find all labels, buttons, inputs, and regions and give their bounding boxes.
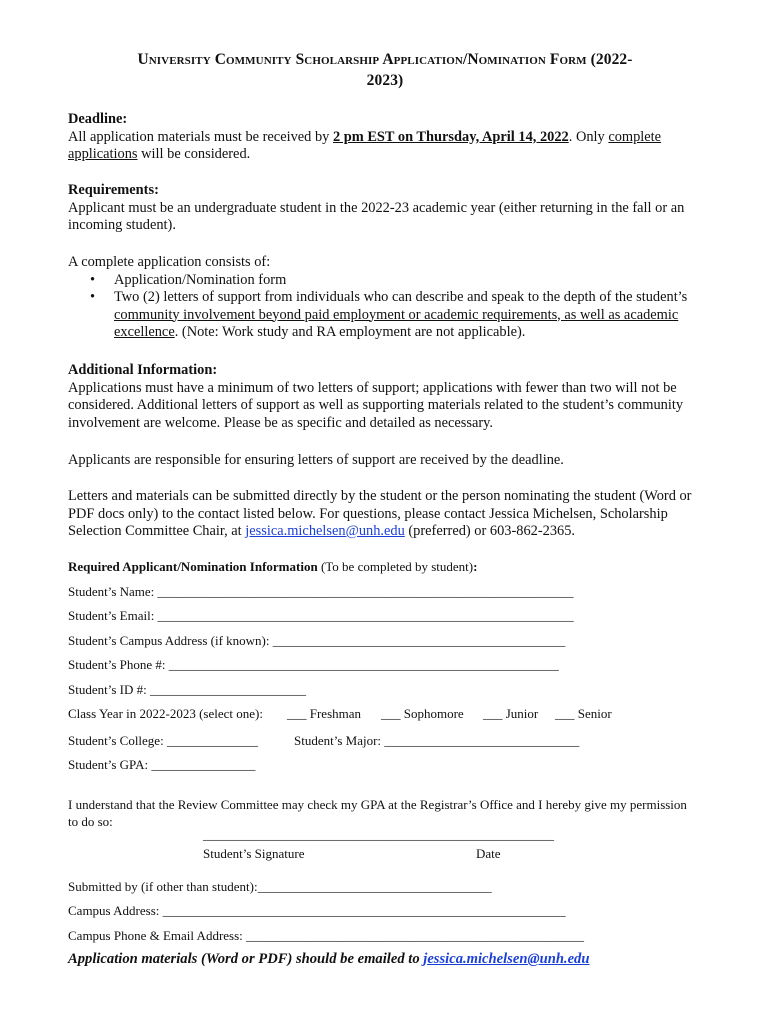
application-contents <box>68 254 708 342</box>
submitted-by-field[interactable]: ____________________________________ <box>257 879 492 894</box>
contact-email-link[interactable]: jessica.michelsen@unh.edu <box>245 523 405 539</box>
class-sophomore-option[interactable]: ___ Sophomore <box>381 706 464 721</box>
student-major-field[interactable]: ______________________________ <box>384 733 580 748</box>
footer-text: Application materials (Word or PDF) should be emailed to <box>68 951 424 967</box>
additional-heading: Additional Information: <box>68 362 218 378</box>
bullet-2-before: Two (2) letters of support from individuals who can describe and speak to the depth of the student’s <box>114 289 688 305</box>
additional-para-1: Applications must have a minimum of two letters of support; applications with fewer than two will not be considered. Additional letters of support as well as supporting materials related to the student’s community involvement are welcome. Please be as specific and detailed as necessary. <box>68 379 684 431</box>
student-college-label: Student’s College: <box>68 733 167 748</box>
title-line-1: University Community Scholarship Application/Nomination Form (2022- <box>137 51 633 68</box>
student-college-row <box>68 733 258 749</box>
form-heading-row <box>68 559 477 575</box>
student-email-field[interactable]: ________________________________________________________________ <box>157 608 574 623</box>
campus-address-row <box>68 633 565 649</box>
signature-label: Student’s Signature <box>203 846 305 861</box>
footer-email-link[interactable]: jessica.michelsen@unh.edu <box>423 951 590 967</box>
form-title <box>60 49 710 91</box>
student-id-field[interactable]: ________________________ <box>149 682 306 697</box>
additional-section <box>68 362 708 432</box>
submission-footer <box>68 951 589 968</box>
additional-para-3 <box>68 488 708 541</box>
requirements-section <box>68 182 708 235</box>
student-email-label: Student’s Email: <box>68 608 158 623</box>
form-heading-note: (To be completed by student) <box>317 559 474 574</box>
deadline-text <box>68 129 708 164</box>
nominator-campus-address-label: Campus Address: <box>68 903 163 918</box>
deadline-complete-word: complete <box>608 128 662 145</box>
student-id-row <box>68 682 306 698</box>
class-senior-option[interactable]: ___ Senior <box>555 706 612 721</box>
form-heading: Required Applicant/Nomination Information <box>68 559 318 574</box>
gpa-permission-statement: I understand that the Review Committee may check my GPA at the Registrar’s Office and I hereby give my permission to do so: <box>68 797 687 829</box>
student-phone-field[interactable]: ____________________________________________________________ <box>168 657 559 672</box>
list-item <box>114 272 708 290</box>
deadline-heading: Deadline: <box>68 111 128 127</box>
signature-field[interactable]: ______________________________________________________ <box>203 827 554 842</box>
student-phone-label: Student’s Phone #: <box>68 657 169 672</box>
nominator-phone-email-row <box>68 928 584 944</box>
nominator-phone-email-label: Campus Phone & Email Address: <box>68 928 247 943</box>
requirements-text: Applicant must be an undergraduate student in the 2022-23 academic year (either returning in the fall or an incoming student). <box>68 199 685 233</box>
student-gpa-row <box>68 757 255 773</box>
student-college-field[interactable]: ______________ <box>166 733 258 748</box>
student-major-row <box>294 733 579 749</box>
form-heading-colon: : <box>473 559 478 574</box>
para-3-before: Letters and materials can be submitted directly by the student or the person nominating the student (Word or PDF docs only) to the contact listed below. For questions, please contact Jessica Michelsen, Scholarship Selection Committee Chair, at <box>68 488 692 539</box>
class-junior-option[interactable]: ___ Junior <box>483 706 539 721</box>
student-major-label: Student’s Major: <box>294 733 385 748</box>
deadline-text-before: All application materials must be received by <box>68 128 333 145</box>
student-email-row <box>68 608 574 624</box>
bullet-2-after: . (Note: Work study and RA employment are not applicable). <box>174 324 526 340</box>
consists-intro: A complete application consists of: <box>68 254 271 270</box>
deadline-text-after: will be considered. <box>137 146 251 162</box>
bullet-2-underlined: community involvement beyond paid employment or academic requirements, as well as academic excellence <box>114 306 679 340</box>
submitted-by-row <box>68 879 492 895</box>
requirements-list <box>68 272 708 342</box>
deadline-section <box>68 111 708 164</box>
student-name-row <box>68 584 574 600</box>
deadline-applications-word: applications <box>68 146 138 162</box>
para-3-after: (preferred) or 603-862-2365. <box>404 523 576 539</box>
student-name-label: Student’s Name: <box>68 584 158 599</box>
list-item <box>114 289 708 342</box>
submitted-by-label: Submitted by (if other than student): <box>68 879 258 894</box>
nominator-campus-address-field[interactable]: ______________________________________________________________ <box>162 903 566 918</box>
deadline-text-mid: . Only <box>568 128 609 145</box>
student-gpa-field[interactable]: ________________ <box>151 757 256 772</box>
student-name-field[interactable]: ________________________________________________________________ <box>157 584 574 599</box>
campus-address-label: Student’s Campus Address (if known): <box>68 633 273 648</box>
student-id-label: Student’s ID #: <box>68 682 150 697</box>
student-gpa-label: Student’s GPA: <box>68 757 152 772</box>
nominator-campus-address-row <box>68 903 566 919</box>
title-line-2: 2023) <box>366 72 404 89</box>
campus-address-field[interactable]: _____________________________________________ <box>272 633 566 648</box>
date-label: Date <box>476 846 501 861</box>
class-year-label: Class Year in 2022-2023 (select one): <box>68 706 263 721</box>
additional-para-2: Applicants are responsible for ensuring letters of support are received by the deadline. <box>68 452 564 468</box>
requirements-heading: Requirements: <box>68 182 159 198</box>
deadline-date: 2 pm EST on Thursday, April 14, 2022 <box>332 128 569 145</box>
class-freshman-option[interactable]: ___ Freshman <box>287 706 362 721</box>
bullet-1-text: Application/Nomination form <box>114 271 287 288</box>
nominator-phone-email-field[interactable]: ____________________________________________________ <box>246 928 585 943</box>
student-phone-row <box>68 657 559 673</box>
